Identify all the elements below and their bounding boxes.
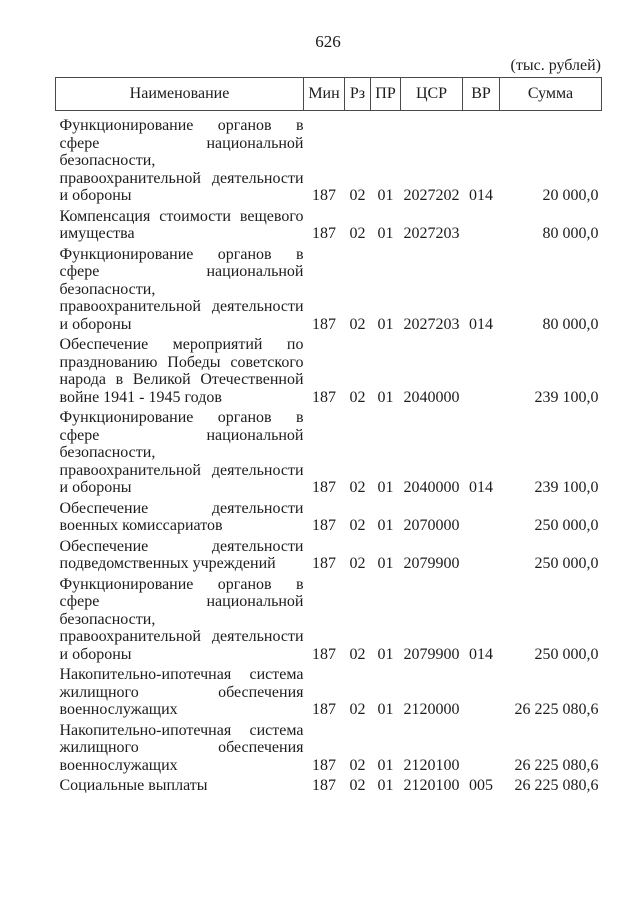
- row-name-line: войне 1941 - 1945 годов: [59, 388, 222, 406]
- row-name-line: и обороны: [59, 187, 132, 204]
- row-name-line: военных комиссариатов: [59, 517, 223, 534]
- row-pr-code: 01: [377, 756, 394, 774]
- row-csr-code: 2070000: [403, 517, 460, 534]
- row-name: [56, 243, 304, 334]
- row-csr-code: 2120100: [403, 756, 460, 774]
- row-min-code: 187: [312, 225, 336, 242]
- row-sum-value: 80 000,0: [542, 315, 599, 333]
- row-csr-code: 2040000: [403, 388, 460, 406]
- row-csr-code: 2120000: [403, 701, 460, 718]
- row-name: [56, 205, 304, 243]
- row-min-code: 187: [312, 701, 336, 718]
- row-name-line: Функционирование органов в: [59, 245, 304, 263]
- row-name-line: безопасности,: [59, 610, 156, 628]
- row-rz-code: 02: [349, 555, 366, 572]
- budget-table: [55, 77, 602, 795]
- table-row: [56, 535, 602, 573]
- row-pr-code: 01: [377, 187, 394, 204]
- row-name-line: военнослужащих: [59, 701, 178, 718]
- row-pr-code: 01: [377, 645, 394, 663]
- row-vr-code: [463, 663, 500, 719]
- table-row: [56, 406, 602, 497]
- column-header-rz: Рз: [345, 78, 371, 111]
- row-min-code: 187: [312, 777, 336, 794]
- row-sum-value: 250 000,0: [534, 517, 599, 534]
- row-name-line: сфере национальной: [59, 593, 304, 610]
- row-sum-value: 239 100,0: [534, 388, 599, 406]
- row-name-line: Накопительно-ипотечная система: [59, 666, 304, 683]
- row-vr-code: 014: [469, 187, 493, 204]
- row-vr-code: 014: [469, 645, 493, 663]
- row-name-line: Обеспечение мероприятий по: [59, 336, 304, 353]
- row-pr-code: 01: [377, 555, 394, 572]
- row-name-line: правоохранительной деятельности: [59, 461, 304, 479]
- row-min-code: 187: [312, 645, 336, 663]
- row-name-line: Накопительно-ипотечная система: [59, 721, 304, 739]
- row-pr-code: 01: [377, 315, 394, 333]
- row-min-code: 187: [312, 388, 336, 406]
- table-row: [56, 573, 602, 664]
- row-vr-code: [463, 333, 500, 406]
- column-header-csr: ЦСР: [401, 78, 463, 111]
- row-name-line: и обороны: [59, 315, 132, 333]
- row-name-line: Социальные выплаты: [59, 777, 208, 794]
- row-name: [56, 663, 304, 719]
- table-row: [56, 663, 602, 719]
- row-vr-code: 014: [469, 479, 493, 496]
- row-pr-code: 01: [377, 225, 394, 242]
- row-min-code: 187: [312, 315, 336, 333]
- row-name-line: правоохранительной деятельности: [59, 298, 304, 315]
- table-row: [56, 205, 602, 243]
- row-name: [56, 535, 304, 573]
- row-rz-code: 02: [349, 315, 366, 333]
- table-row: [56, 497, 602, 535]
- row-sum-value: 26 225 080,6: [514, 777, 599, 794]
- row-name-line: имущества: [59, 225, 135, 242]
- row-rz-code: 02: [349, 479, 366, 496]
- row-vr-code: 005: [469, 777, 493, 794]
- row-rz-code: 02: [349, 388, 366, 406]
- row-vr-code: 014: [469, 315, 493, 333]
- row-name-line: Функционирование органов в: [59, 409, 304, 426]
- row-pr-code: 01: [377, 479, 394, 496]
- row-min-code: 187: [312, 756, 336, 774]
- row-name: [56, 719, 304, 775]
- row-min-code: 187: [312, 517, 336, 534]
- row-name-line: безопасности,: [59, 444, 156, 461]
- column-header-pr: ПР: [371, 78, 401, 111]
- row-name-line: Функционирование органов в: [59, 117, 304, 134]
- row-name-line: сфере национальной: [59, 263, 304, 280]
- table-row: [56, 333, 602, 406]
- row-name: [56, 497, 304, 535]
- row-name-line: Обеспечение деятельности: [59, 499, 304, 517]
- row-name-line: и обороны: [59, 479, 132, 496]
- row-min-code: 187: [312, 187, 336, 204]
- row-min-code: 187: [312, 555, 336, 572]
- row-name-line: подведомственных учреждений: [59, 555, 276, 572]
- table-row: [56, 111, 602, 205]
- page-number: 626: [315, 32, 341, 51]
- row-name-line: празднованию Победы советского: [59, 353, 304, 371]
- table-row: [56, 774, 602, 795]
- column-header-vr: ВР: [463, 78, 500, 111]
- row-name-line: безопасности,: [59, 152, 156, 169]
- row-name: [56, 111, 304, 205]
- row-pr-code: 01: [377, 701, 394, 718]
- row-name-line: правоохранительной деятельности: [59, 169, 304, 187]
- row-name-line: сфере национальной: [59, 134, 304, 152]
- row-name-line: Компенсация стоимости вещевого: [59, 207, 304, 225]
- table-header-row: [56, 78, 602, 111]
- row-name-line: и обороны: [59, 645, 132, 663]
- row-vr-code: [463, 497, 500, 535]
- row-name-line: жилищного обеспечения: [59, 683, 304, 701]
- row-rz-code: 02: [349, 777, 366, 794]
- row-name-line: народа в Великой Отечественной: [59, 371, 304, 388]
- row-vr-code: [463, 205, 500, 243]
- row-rz-code: 02: [349, 756, 366, 774]
- row-sum-value: 26 225 080,6: [514, 701, 599, 718]
- row-name-line: сфере национальной: [59, 426, 304, 444]
- row-sum-value: 20 000,0: [542, 187, 599, 204]
- row-name: [56, 406, 304, 497]
- row-csr-code: 2120100: [403, 777, 460, 794]
- row-name-line: Функционирование органов в: [59, 575, 304, 593]
- row-name-line: правоохранительной деятельности: [59, 628, 304, 645]
- row-rz-code: 02: [349, 187, 366, 204]
- column-header-name: Наименование: [56, 78, 304, 111]
- table-row: [56, 719, 602, 775]
- row-csr-code: 2027203: [403, 225, 460, 242]
- column-header-min: Мин: [304, 78, 345, 111]
- row-name-line: военнослужащих: [59, 756, 178, 774]
- row-csr-code: 2079900: [403, 645, 460, 663]
- table-body: [56, 111, 602, 795]
- row-vr-code: [463, 719, 500, 775]
- row-name: [56, 774, 304, 795]
- row-rz-code: 02: [349, 517, 366, 534]
- row-name: [56, 573, 304, 664]
- row-sum-value: 250 000,0: [534, 555, 599, 572]
- row-name-line: безопасности,: [59, 280, 156, 298]
- row-pr-code: 01: [377, 388, 394, 406]
- row-csr-code: 2079900: [403, 555, 460, 572]
- column-header-sum: Сумма: [500, 78, 602, 111]
- row-min-code: 187: [312, 479, 336, 496]
- row-sum-value: 250 000,0: [534, 645, 599, 663]
- row-rz-code: 02: [349, 701, 366, 718]
- row-vr-code: [463, 535, 500, 573]
- row-sum-value: 80 000,0: [542, 225, 599, 242]
- units-note: (тыс. рублей): [510, 57, 601, 74]
- row-rz-code: 02: [349, 645, 366, 663]
- row-pr-code: 01: [377, 777, 394, 794]
- row-pr-code: 01: [377, 517, 394, 534]
- row-sum-value: 239 100,0: [534, 479, 599, 496]
- row-rz-code: 02: [349, 225, 366, 242]
- row-csr-code: 2040000: [403, 479, 460, 496]
- row-sum-value: 26 225 080,6: [514, 756, 599, 774]
- row-csr-code: 2027203: [403, 315, 460, 333]
- table-row: [56, 243, 602, 334]
- row-name-line: Обеспечение деятельности: [59, 537, 304, 555]
- row-csr-code: 2027202: [403, 187, 460, 204]
- row-name: [56, 333, 304, 406]
- row-name-line: жилищного обеспечения: [59, 739, 304, 756]
